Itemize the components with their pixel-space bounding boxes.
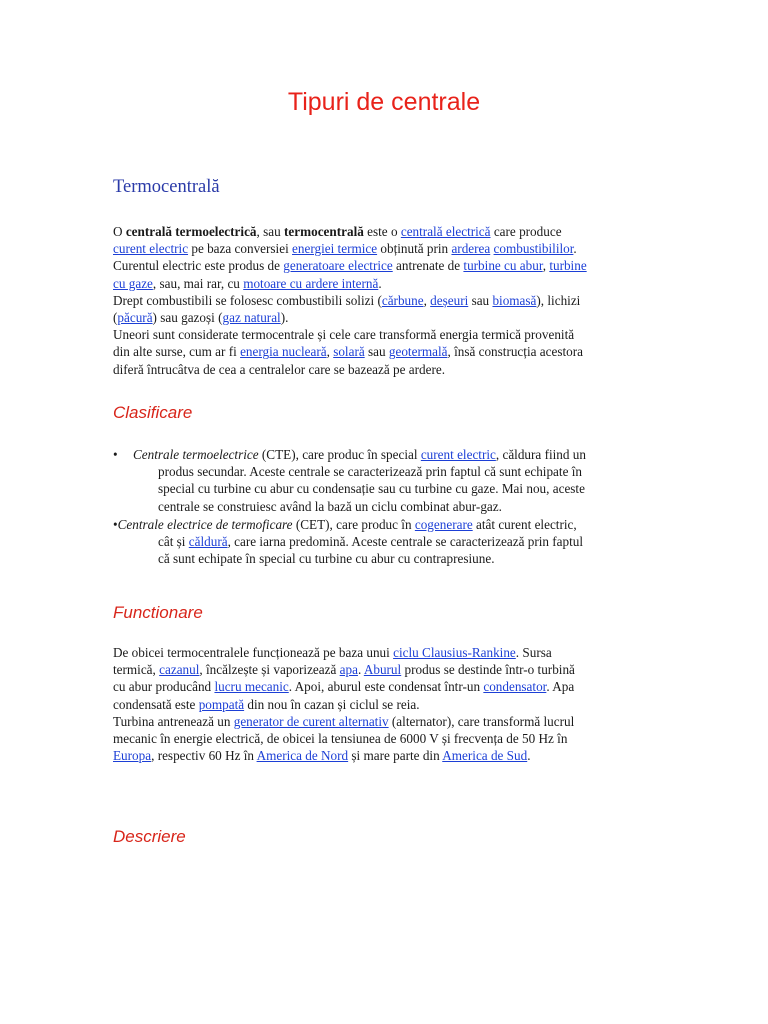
link-america-de-nord[interactable]: America de Nord [256,748,349,764]
text: , [326,344,334,360]
text: , însă construcția acestora [447,344,583,360]
italic-term: Centrale termoelectrice [133,447,259,462]
link-pompata[interactable]: pompată [198,696,245,712]
text: . [573,241,577,257]
link-pacura[interactable]: păcură [117,310,153,326]
text: , sau, mai rar, cu [152,275,244,291]
text: din alte surse, cum ar fi [113,344,241,360]
paragraph-definition [113,223,658,378]
text: că sunt echipate în special cu turbine cu abur cu contrapresiune. [158,551,495,567]
link-caldura[interactable]: căldură [188,534,228,550]
text: atât curent electric, [472,517,577,532]
link-curent-electric[interactable]: curent electric [420,447,496,462]
link-turbine-cu-gaze[interactable]: cu gaze [113,275,153,291]
link-generatoare-electrice[interactable]: generatoare electrice [283,258,393,274]
link-europa[interactable]: Europa [113,748,152,764]
text: pe baza conversiei [188,241,293,257]
text: . Apoi, aburul este condensat într-un [288,679,484,695]
paragraph-functionare [113,644,658,764]
text: și mare parte din [348,748,443,764]
link-america-de-sud[interactable]: America de Sud [442,748,528,764]
heading-clasificare: Clasificare [113,403,193,422]
text: Curentul electric este produs de [113,258,284,274]
link-turbine-cu-gaze[interactable]: turbine [549,258,587,274]
italic-term: Centrale electrice de termoficare [117,517,293,532]
link-cogenerare[interactable]: cogenerare [414,517,473,532]
text: cu abur producând [113,679,215,695]
link-condensator[interactable]: condensator [483,679,547,695]
text: (CTE), care produc în special [258,447,421,462]
link-energiei-termice[interactable]: energiei termice [292,241,378,257]
link-carbune[interactable]: cărbune [381,292,424,308]
text: . Sursa [515,645,552,660]
text: termică, [113,662,160,678]
text: mecanic în energie electrică, de obicei la tensiunea de 6000 V și frecvența de 50 Hz în [113,731,568,747]
text: produs secundar. Aceste centrale se caracterizează prin faptul că sunt echipate în [158,464,582,480]
text: special cu turbine cu abur cu condensație sau cu turbine cu gaze. Mai nou, aceste [158,481,585,497]
text: din nou în cazan și ciclul se reia. [244,696,420,712]
link-cazanul[interactable]: cazanul [159,662,200,678]
text: Drept combustibili se folosesc combustibili solizi ( [113,292,382,308]
heading-functionare: Functionare [113,603,203,622]
text: ( [113,310,118,326]
link-motoare-ardere-interna[interactable]: motoare cu ardere internă [243,275,379,291]
bullet-icon: • [113,517,118,532]
heading-descriere: Descriere [113,827,186,846]
text: condensată este [113,696,199,712]
text: O [113,224,126,239]
text: , [423,292,431,308]
link-combustibililor[interactable]: combustibililor [493,241,574,257]
bold-term: centrală termoelectrică [125,224,257,239]
bullet-item-cet [113,516,658,568]
text: De obicei termocentralele funcționează pe baza unui [113,645,394,660]
text: Uneori sunt considerate termocentrale și cele care transformă energia termică provenită [113,327,575,343]
text: centrale se construiesc având la bază un ciclu combinat abur-gaz. [158,498,502,514]
text: , încălzește și vaporizează [199,662,340,678]
text: obținută prin [377,241,452,257]
text: cât și [158,534,189,550]
link-turbine-cu-abur[interactable]: turbine cu abur [463,258,543,274]
text: . [378,275,382,291]
text: , [542,258,550,274]
text: , sau [256,224,285,239]
link-generator-curent-alternativ[interactable]: generator de curent alternativ [233,713,389,729]
text: (CET), care produc în [292,517,415,532]
text: ), lichizi [536,292,581,308]
link-ciclu-clausius-rankine[interactable]: ciclu Clausius-Rankine [393,645,516,660]
text: (alternator), care transformă lucrul [388,713,575,729]
heading-termocentrala: Termocentrală [113,177,220,197]
link-gaz-natural[interactable]: gaz natural [222,310,281,326]
text: ). [280,310,289,326]
bullet-icon: • [113,447,118,462]
link-lucru-mecanic[interactable]: lucru mecanic [214,679,289,695]
text: ) sau gazoși ( [152,310,223,326]
text: . [527,748,531,764]
link-aburul[interactable]: Aburul [363,662,402,678]
text: Turbina antrenează un [113,713,234,729]
text: . [357,662,364,678]
text: , respectiv 60 Hz în [151,748,257,764]
text: care produce [490,224,562,239]
text: este o [363,224,401,239]
link-curent-electric[interactable]: curent electric [113,241,189,257]
text: . Apa [546,679,575,695]
link-solara[interactable]: solară [333,344,365,360]
text: antrenate de [392,258,464,274]
text: sau [468,292,493,308]
text: sau [364,344,389,360]
link-arderea[interactable]: arderea [451,241,491,257]
link-biomasa[interactable]: biomasă [492,292,537,308]
link-energia-nucleara[interactable]: energia nucleară [240,344,327,360]
link-apa[interactable]: apa [339,662,358,678]
text: produs se destinde într-o turbină [401,662,575,678]
bullet-item-cte [113,446,658,515]
page-title: Tipuri de centrale [287,88,481,116]
text: , căldura fiind un [495,447,586,462]
link-centrala-electrica[interactable]: centrală electrică [400,224,491,239]
link-geotermala[interactable]: geotermală [388,344,448,360]
text: diferă întrucâtva de cea a centralelor care se bazează pe ardere. [113,361,446,377]
link-deseuri[interactable]: deșeuri [430,292,469,308]
text: , care iarna predomină. Aceste centrale se caracterizează prin faptul [227,534,584,550]
bold-term: termocentrală [284,224,364,239]
